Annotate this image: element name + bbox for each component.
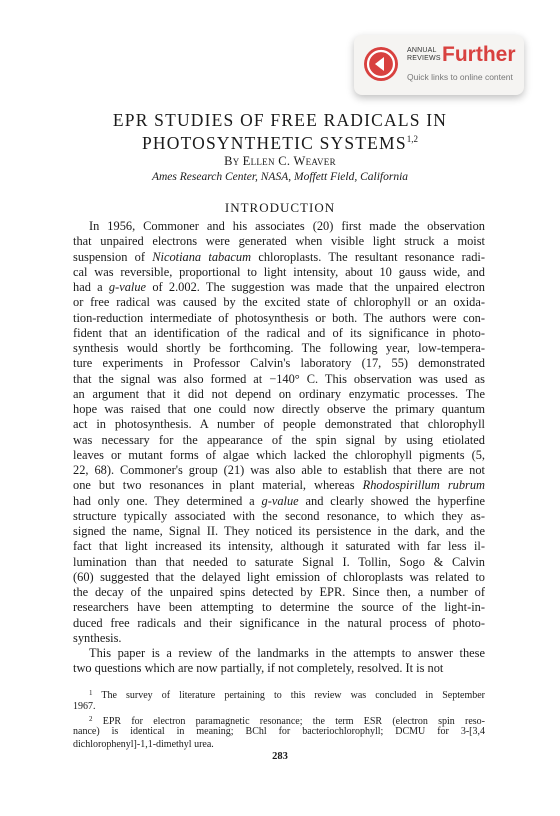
title-footnote-refs: 1,2 [406, 134, 419, 144]
body-line: This paper is a review of the landmarks in the attempts to answer these [89, 646, 485, 660]
body-line: that the signal was also formed at −140° C. This observation was used as [73, 371, 485, 386]
footnote-mark: 2 [89, 714, 93, 723]
body-line: an argument that it did not depend on ordinary enzymatic processes. The [73, 386, 485, 401]
body-line: ture experiments in Professor Calvin's laboratory (17, 55) demonstrated [73, 356, 485, 371]
body-line: had only one. They determined a g-value and clearly showed the hyperfine [73, 493, 485, 508]
italic-term: Nicotiana tabacum [152, 249, 252, 264]
footnote-line: $^2$ EPR for electron paramagnetic resonance; the term ESR (electron spin reso- [89, 714, 486, 727]
body-line: structure typically associated with the second resonance, to which they as- [73, 508, 485, 523]
further-label: Further [442, 43, 516, 66]
annual-reviews-wordmark: ANNUAL REVIEWS [407, 47, 441, 62]
body-line: two questions which are now partially, if not completely, resolved. It is not [73, 661, 444, 676]
play-arrow-icon [364, 47, 398, 81]
footnote-line: 1967. [73, 700, 96, 712]
author-affiliation: Ames Research Center, NASA, Moffett Field, California [151, 171, 409, 183]
body-line: that unpaired electrons were generated when visible light struck a moist [73, 234, 485, 249]
body-line: the decay of the unpaired spins detected by EPR. Since then, a number of [73, 585, 485, 599]
body-line: leaves or mutant forms of algae which lacked the chlorophyll pigments (5, [73, 447, 485, 462]
section-heading: INTRODUCTION [224, 200, 336, 215]
body-line: lumination than that needed to saturate Signal I. Tollin, Sogo & Calvin [73, 554, 485, 569]
badge-subtitle: Quick links to online content [407, 72, 513, 82]
italic-term: g-value [261, 493, 299, 508]
body-line: fact that light increased its intensity, although it saturated with far less il- [73, 539, 485, 554]
body-line: (60) suggested that the delayed light emission of chloroplasts was related to [73, 569, 485, 584]
body-line: tion-reduction intermediate of photosynthesis or both. The authors were con- [73, 310, 485, 325]
body-line: duced free radicals and their significance in the natural process of photo- [73, 615, 485, 630]
annual-reviews-further-badge[interactable] [354, 35, 524, 95]
body-line: synthesis. [73, 630, 122, 645]
body-line: In 1956, Commoner and his associates (20) first made the observation [89, 219, 485, 233]
body-line: fident that an identification of the radical and of its significance in photo- [73, 325, 485, 340]
footnote-line: nance) is identical in meaning; BChl for bacteriochlorophyll; DCMU for 3-[3,4 [73, 726, 485, 738]
body-line: synthesis would shortly be forthcoming. The following year, low-tempera- [73, 341, 485, 355]
body-line: signed the name, Signal II. They noticed its persistence in the dark, and the [73, 524, 485, 538]
byline-prefix: By [224, 154, 240, 168]
footnote-line: dichlorophenyl]-1,1-dimethyl urea. [73, 739, 214, 751]
italic-term: g-value [108, 280, 147, 294]
author-byline [60, 154, 500, 169]
body-line: had a g-value of 2.002. The suggestion was made that the unpaired electron [73, 280, 485, 294]
page-number: 283 [272, 751, 288, 762]
body-line: suspension of Nicotiana tabacum chloroplasts. The resultant resonance radi- [73, 249, 485, 264]
body-line: hope was raised that one could now directly observe the primary quantum [73, 402, 485, 416]
body-line: or free radical was caused by the excited state of chlorophyll or an oxida- [73, 295, 485, 310]
footnote-mark: 1 [89, 689, 93, 697]
body-line: cal was reversible, proportional to light intensity, about 10 gauss wide, and [73, 264, 485, 279]
body-line: one but two resonances in plant material, whereas Rhodospirillum rubrum [73, 478, 485, 493]
body-line: researchers have been attempting to determine the source of the light-in- [73, 600, 485, 615]
author-name: Ellen C. Weaver [242, 154, 336, 168]
italic-term: Rhodospirillum rubrum [362, 478, 485, 493]
footnote-line: $^1$ The survey of literature pertaining to this review was concluded in September [89, 689, 485, 701]
article-title-line-1: EPR STUDIES OF FREE RADICALS IN [112, 110, 448, 130]
body-line: was necessary for the appearance of the spin signal by using etiolated [73, 432, 485, 447]
body-line: act in photosynthesis. A number of people demonstrated that chlorophyll [73, 417, 485, 432]
article-title-line-2: PHOTOSYNTHETIC SYSTEMS$^{1,2}$ [141, 133, 419, 153]
body-line: 22, 68). Commoner's group (21) was also able to establish that there are not [73, 463, 485, 477]
